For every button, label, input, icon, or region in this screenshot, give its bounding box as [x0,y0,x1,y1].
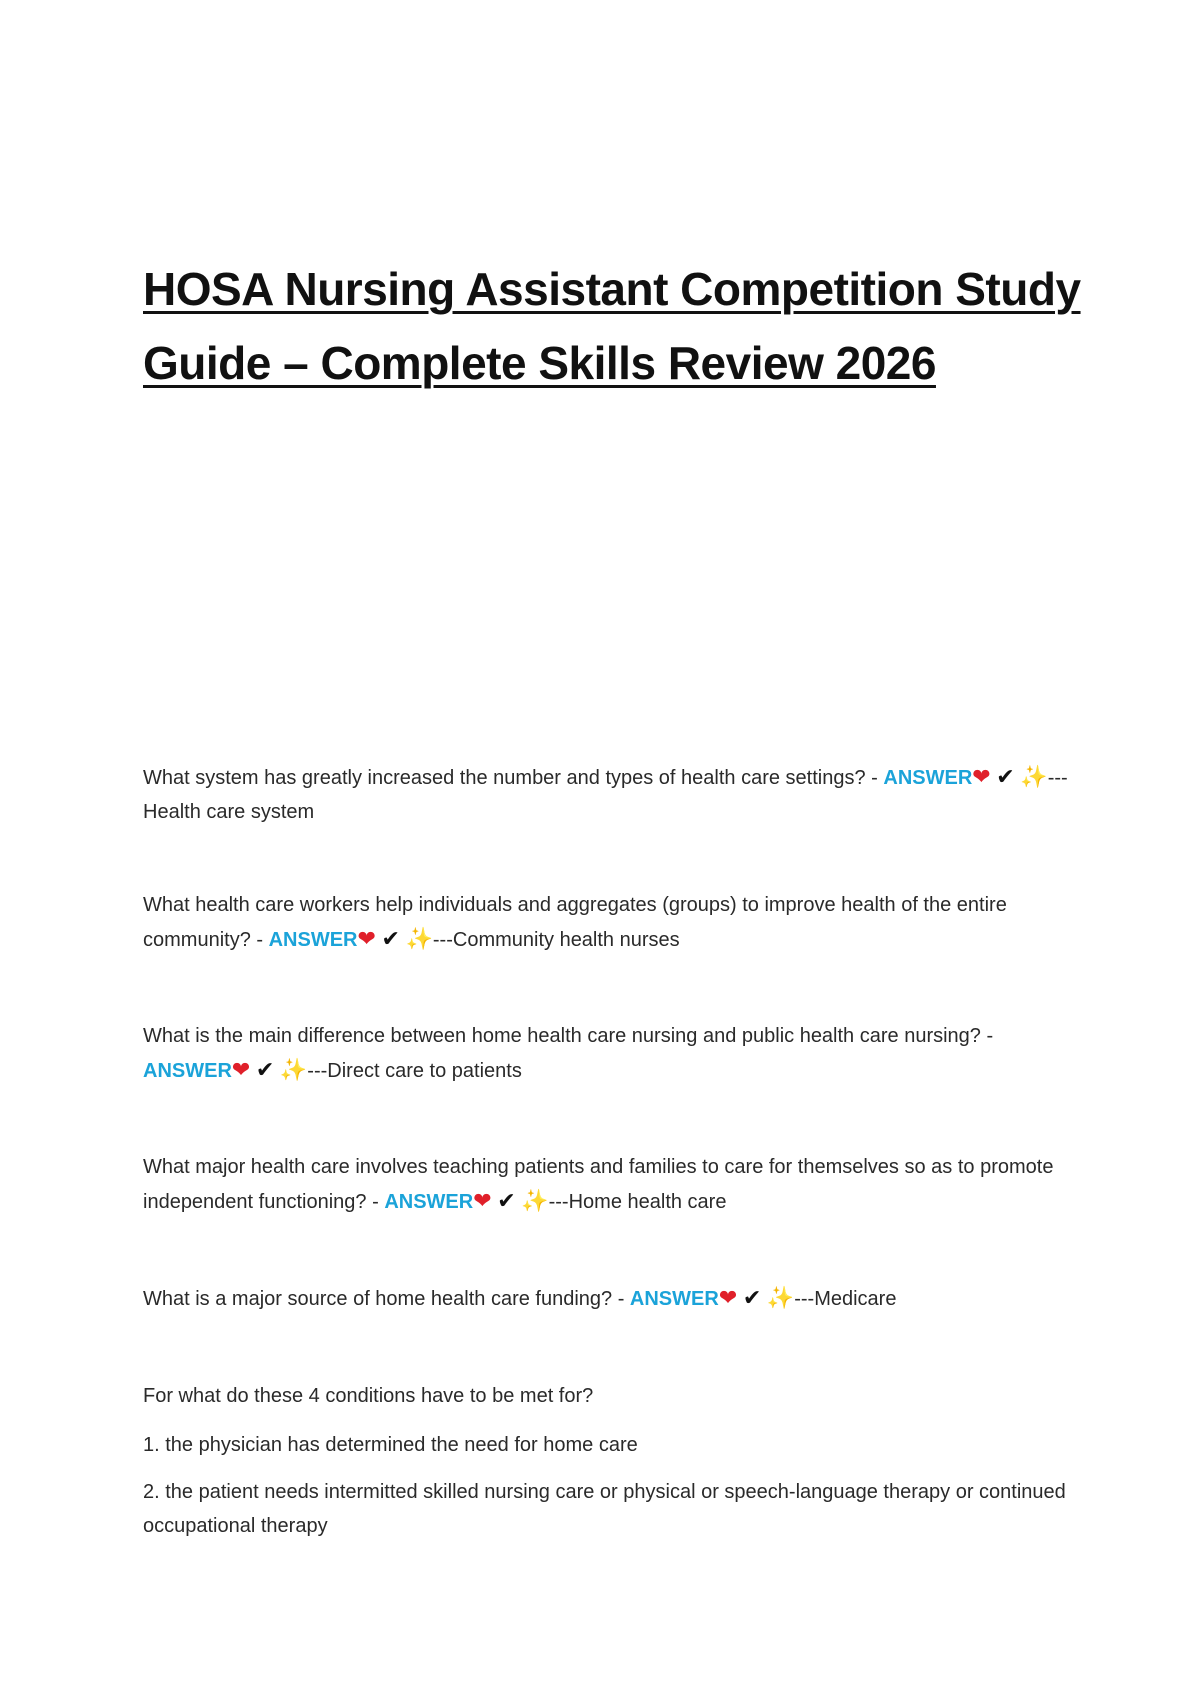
heart-icon: ❤ [473,1188,492,1213]
answer-text: Medicare [814,1288,897,1310]
answer-label: ANSWER [143,1060,232,1082]
qa-item-1: What system has greatly increased the number and types of health care settings? - ANSWER❤ ✔ ✨---Health care system [143,764,1068,823]
sparkle-icon: ✨ [1020,764,1048,789]
heart-icon: ❤ [231,1057,251,1082]
check-icon: ✔ [381,926,400,951]
question-text: What is the main difference between home health care nursing and public health care nursing? [143,1025,981,1047]
answer-label: ANSWER [883,767,973,789]
heart-icon: ❤ [972,764,991,789]
answer-text: Community health nurses [452,929,680,951]
condition-item-2: 2. the patient needs intermitted skilled nursing care or physical or speech-language therapy or continued occupational therapy [143,1481,1066,1537]
answer-text: Direct care to patients [327,1060,522,1082]
question-text: What major health care involves teaching patients and families to care for themselves so as to promote independent functioning? [143,1156,1054,1213]
heart-icon: ❤ [718,1285,738,1310]
conditions-intro: For what do these 4 conditions have to be met for? [143,1385,594,1407]
qa-item-5: What is a major source of home health care funding? - ANSWER❤ ✔ ✨---Medicare [143,1285,897,1310]
question-text: What health care workers help individuals and aggregates (groups) to improve health of the entire community? [143,894,1007,951]
sparkle-icon: ✨ [405,926,433,951]
check-icon: ✔ [996,764,1015,789]
answer-text: Home health care [568,1191,727,1213]
answer-text: Health care system [143,801,315,823]
check-icon: ✔ [255,1057,275,1082]
qa-item-3: What is the main difference between home health care nursing and public health care nursing? - ANSWER❤ ✔ ✨---Direct care to patients [143,1025,994,1082]
check-icon: ✔ [497,1188,516,1213]
check-icon: ✔ [742,1285,762,1310]
qa-item-4: What major health care involves teaching patients and families to care for themselves so as to promote independent functioning? - ANSWER❤ ✔ ✨---Home health care [143,1156,1054,1213]
document-title: HOSA Nursing Assistant Competition Study Guide – Complete Skills Review 2026 [143,263,1081,389]
heart-icon: ❤ [357,926,376,951]
sparkle-icon: ✨ [521,1188,549,1213]
answer-label: ANSWER [384,1191,474,1213]
qa-item-2: What health care workers help individuals and aggregates (groups) to improve health of the entire community? - ANSWER❤ ✔ ✨---Community health nurses [143,894,1007,951]
condition-item-1: 1. the physician has determined the need for home care [143,1434,638,1456]
question-text: What system has greatly increased the number and types of health care settings? [143,767,866,789]
answer-label: ANSWER [268,929,358,951]
sparkle-icon: ✨ [766,1285,795,1310]
sparkle-icon: ✨ [279,1057,308,1082]
answer-label: ANSWER [629,1288,719,1310]
question-text: What is a major source of home health care funding? [143,1288,613,1310]
